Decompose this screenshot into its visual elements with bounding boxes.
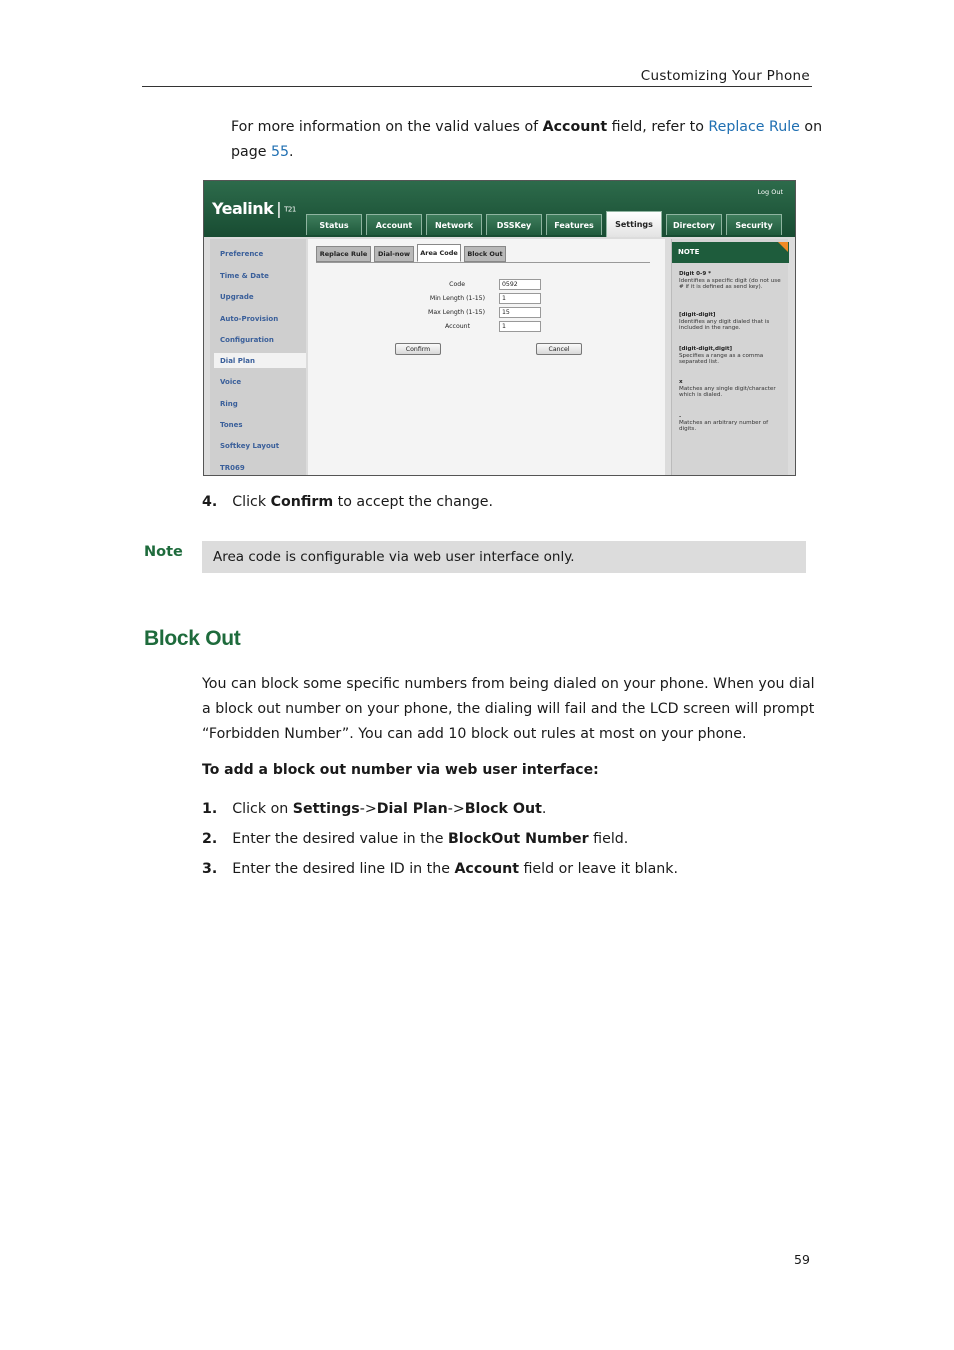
step-number: 1.	[202, 801, 218, 817]
web-ui-body	[204, 237, 795, 476]
body-line: You can block some specific numbers from being dialed on your phone. When you dial	[202, 676, 815, 692]
confirm-bold: Confirm	[270, 494, 334, 510]
note-item: [digit-digit] Identifies any digit dialed that is included in the range.	[679, 312, 770, 331]
running-header: Customizing Your Phone	[640, 68, 810, 84]
sidebar-item-dial-plan[interactable]: Dial Plan	[220, 357, 256, 365]
step-3: 3. Enter the desired line ID in the Account field or leave it blank.	[202, 861, 679, 877]
sidebar-item-softkey-layout[interactable]: Softkey Layout	[220, 442, 280, 450]
section-title: Block Out	[144, 627, 241, 650]
body-line: a block out number on your phone, the dialing will fail and the LCD screen will prompt	[202, 701, 815, 717]
subtab-dial-now[interactable]: Dial-now	[374, 246, 414, 262]
intro-page-text: page	[231, 144, 271, 160]
page-number: 59	[794, 1252, 810, 1267]
nav-tab-status[interactable]: Status	[306, 214, 362, 235]
nav-tab-network[interactable]: Network	[426, 214, 482, 235]
field-label-min-length: Min Length (1-15)	[429, 295, 485, 302]
body-paragraph	[202, 672, 815, 747]
intro-text-end: on	[799, 119, 823, 135]
intro-paragraph	[231, 115, 823, 165]
step-4: 4. Click Confirm to accept the change.	[202, 494, 494, 510]
note-item: [digit-digit,digit] Specifies a range as a comma separated list.	[679, 346, 764, 365]
subtab-area-code[interactable]: Area Code	[417, 244, 461, 262]
sidebar-item-tones[interactable]: Tones	[220, 421, 243, 429]
field-label-code: Code	[449, 281, 465, 288]
nav-tab-settings[interactable]: Settings	[606, 211, 662, 237]
intro-text-mid: field, refer to	[607, 119, 709, 135]
step-number: 3.	[202, 861, 218, 877]
step-1: 1. Click on Settings->Dial Plan->Block Out.	[202, 801, 547, 817]
note-item: x Matches any single digit/character which is dialed.	[679, 379, 776, 398]
intro-text: For more information on the valid values of	[231, 119, 543, 135]
note-label: Note	[144, 544, 183, 560]
note-pane	[671, 239, 788, 476]
note-box: Area code is configurable via web user interface only.	[202, 541, 806, 573]
code-input[interactable]: 0592	[499, 279, 541, 290]
step-number: 2.	[202, 831, 218, 847]
intro-bold-account: Account	[542, 119, 608, 135]
web-ui-header	[204, 181, 795, 237]
sidebar-item-time-date[interactable]: Time & Date	[220, 272, 269, 280]
note-pane-title: NOTE	[672, 242, 789, 263]
sidebar-item-voice[interactable]: Voice	[220, 378, 242, 386]
sidebar-item-ring[interactable]: Ring	[220, 400, 238, 408]
nav-tab-features[interactable]: Features	[546, 214, 602, 235]
note-item: . Matches an arbitrary number of digits.	[679, 413, 769, 432]
area-code-panel	[308, 239, 665, 476]
yealink-logo: Yealink | T21	[212, 199, 296, 218]
body-line: “Forbidden Number”. You can add 10 block out rules at most on your phone.	[202, 726, 747, 742]
page-55-link[interactable]: 55	[270, 144, 290, 160]
logout-link[interactable]: Log Out	[757, 188, 783, 196]
subtab-block-out[interactable]: Block Out	[464, 246, 506, 262]
min-length-input[interactable]: 1	[499, 293, 541, 304]
replace-rule-link[interactable]: Replace Rule	[708, 119, 800, 135]
intro-period: .	[289, 144, 294, 160]
nav-tab-security[interactable]: Security	[726, 214, 782, 235]
nav-tab-dsskey[interactable]: DSSKey	[486, 214, 542, 235]
field-label-max-length: Max Length (1-15)	[428, 309, 485, 316]
note-corner-icon	[778, 242, 788, 252]
sidebar-item-tr069[interactable]: TR069	[220, 464, 245, 472]
sidebar-item-upgrade[interactable]: Upgrade	[220, 293, 254, 301]
nav-tab-directory[interactable]: Directory	[666, 214, 722, 235]
step-number: 4.	[202, 494, 218, 510]
account-input[interactable]: 1	[499, 321, 541, 332]
cancel-button[interactable]: Cancel	[536, 343, 582, 355]
sidebar-item-preference[interactable]: Preference	[220, 250, 264, 258]
note-item: Digit 0-9 * Identifies a specific digit (do not use # if it is defined as send key).	[679, 271, 781, 290]
header-rule	[142, 86, 812, 87]
subtab-divider	[316, 262, 650, 263]
field-label-account: Account	[445, 323, 470, 330]
max-length-input[interactable]: 15	[499, 307, 541, 318]
subtab-replace-rule[interactable]: Replace Rule	[316, 246, 371, 262]
sidebar-item-auto-provision[interactable]: Auto-Provision	[220, 315, 279, 323]
confirm-button[interactable]: Confirm	[395, 343, 441, 355]
nav-tab-account[interactable]: Account	[366, 214, 422, 235]
procedure-title: To add a block out number via web user interface:	[202, 762, 599, 778]
web-ui-screenshot	[203, 180, 796, 476]
sidebar-item-configuration[interactable]: Configuration	[220, 336, 274, 344]
step-2: 2. Enter the desired value in the BlockOut Number field.	[202, 831, 629, 847]
